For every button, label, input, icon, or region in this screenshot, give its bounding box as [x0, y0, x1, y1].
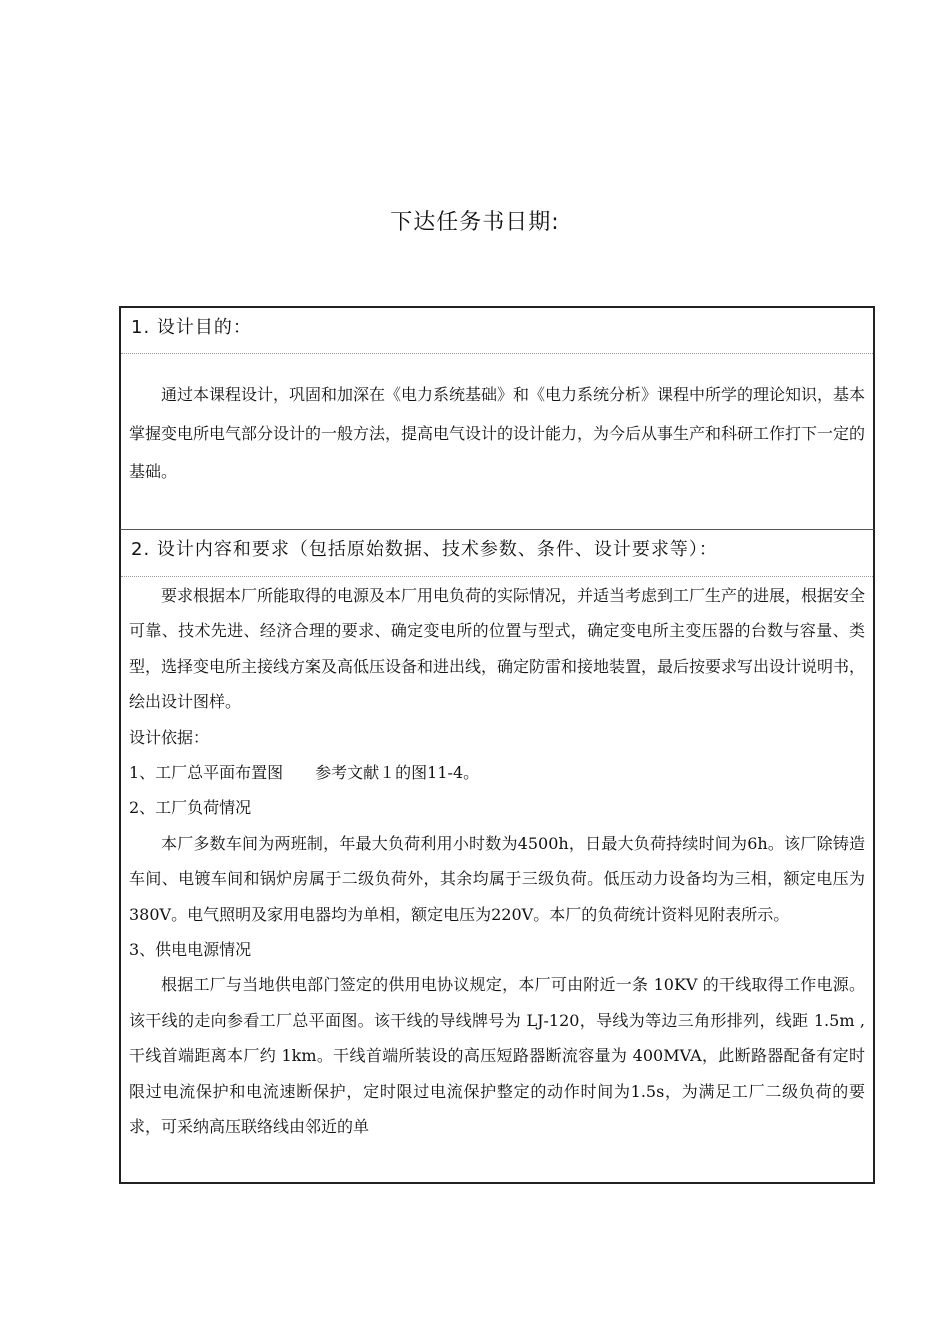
section-heading: 1. 设计目的： — [131, 317, 252, 338]
list-item: 3、供电电源情况 — [129, 940, 252, 960]
section-purpose — [119, 306, 875, 530]
section-body — [129, 376, 865, 492]
paragraph: 要求根据本厂所能取得的电源及本厂用电负荷的实际情况，并适当考虑到工厂生产的进展，根据安全可靠、技术先进、经济合理的要求、确定变电所的位置与型式，确定变电所主变压器的台数与容量、类型，选择变电所主接线方案及高低压设备和进出线，确定防雷和接地装置，最后按要求写出设计说明书，绘出设计图样。 — [129, 586, 866, 712]
section-heading: 2. 设计内容和要求（包括原始数据、技术参数、条件、设计要求等）： — [131, 539, 718, 560]
section-body — [129, 578, 865, 1145]
paragraph: 本厂多数车间为两班制，年最大负荷利用小时数为4500h，日最大负荷持续时间为6h。该厂除铸造车间、电镀车间和锅炉房属于二级负荷外，其余均属于三级负荷。低压动力设备均为三相，额定电压为380V。电气照明及家用电器均为单相，额定电压为220V。本厂的负荷统计资料见附表所示。 — [129, 833, 865, 924]
list-item: 1、工厂总平面布置图 参考文献１的图11-4。 — [129, 763, 480, 783]
section-requirements — [119, 529, 875, 1184]
paragraph: 通过本课程设计，巩固和加深在《电力系统基础》和《电力系统分析》课程中所学的理论知识，基本掌握变电所电气部分设计的一般方法，提高电气设计的设计能力，为今后从事生产和科研工作打下一定的基础。 — [129, 385, 866, 481]
divider — [121, 576, 873, 577]
divider — [121, 353, 873, 354]
paragraph: 根据工厂与当地供电部门签定的供用电协议规定，本厂可由附近一条 10KV 的干线取得工作电源。该干线的走向参看工厂总平面图。该干线的导线牌号为 LJ-120，导线为等边三角形排列，线距 1.5m ,干线首端距离本厂约 1km。干线首端所装设的高压短路器断流容量为 400MVA，此断路器配备有定时限过电流保护和电流速断保护，定时限过电流保护整定的动作时间为1.5s，为满足工厂二级负荷的要求，可采纳高压联络线由邻近的单 — [129, 975, 865, 1137]
list-item: 2、工厂负荷情况 — [129, 798, 252, 818]
page-title: 下达任务书日期: — [390, 210, 560, 235]
basis-label: 设计依据： — [129, 727, 210, 747]
